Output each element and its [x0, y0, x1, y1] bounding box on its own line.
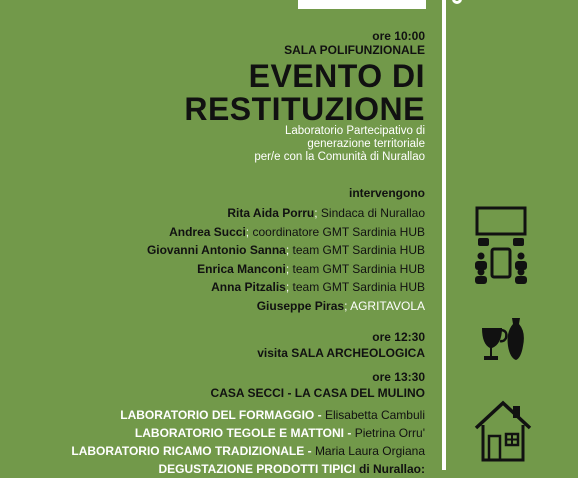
subtitle-line-2: generazione territoriale	[307, 138, 425, 150]
lab-row: DEGUSTAZIONE PRODOTTI TIPICI di Nurallao:	[158, 462, 425, 476]
labs-list	[71, 406, 425, 478]
title-line-1: EVENTO DI	[248, 58, 425, 94]
subtitle	[254, 125, 425, 164]
session2-activity: visita SALA ARCHEOLOGICA	[257, 346, 425, 360]
speaker-row: Giovanni Antonio Sanna; team GMT Sardinia HUB	[146, 243, 425, 258]
speakers-list	[147, 204, 425, 316]
archaeological-vases-icon	[478, 316, 526, 362]
lab-row: LABORATORIO DEL FORMAGGIO - Elisabetta Cambuli	[120, 408, 425, 422]
lab-row: LABORATORIO RICAMO TRADIZIONALE - Maria Laura Orgiana	[71, 444, 425, 458]
speakers-intro: intervengono	[348, 186, 425, 200]
session3-place: CASA SECCI - LA CASA DEL MULINO	[210, 386, 425, 400]
vertical-divider	[442, 0, 446, 470]
speaker-row: Rita Aida Porru; Sindaca di Nurallao	[227, 206, 425, 220]
speaker-row: Enrica Manconi; team GMT Sardinia HUB	[197, 261, 425, 276]
speaker-row: Andrea Succi; coordinatore GMT Sardinia HUB	[169, 224, 425, 239]
session3-time: ore 13:30	[372, 370, 425, 384]
speaker-row: Anna Pitzalis; team GMT Sardinia HUB	[211, 280, 425, 295]
session1-room: SALA POLIFUNZIONALE	[284, 43, 425, 57]
location-pin-icon	[452, 0, 462, 4]
meeting-table-icon	[470, 205, 532, 285]
lab-row: LABORATORIO TEGOLE E MATTONI - Pietrina Orru'	[134, 426, 425, 440]
session1-time: ore 10:00	[372, 29, 425, 43]
title-line-2: RESTITUZIONE	[184, 91, 425, 127]
speaker-row: Giuseppe Piras; AGRITAVOLA	[256, 298, 425, 313]
house-icon	[472, 398, 534, 462]
subtitle-line-3: per/e con la Comunità di Nurallao	[254, 151, 425, 163]
session2-time: ore 12:30	[372, 330, 425, 344]
page-title	[184, 60, 425, 126]
subtitle-line-1: Laboratorio Partecipativo di	[285, 125, 425, 137]
top-decorative-bar	[298, 0, 426, 9]
